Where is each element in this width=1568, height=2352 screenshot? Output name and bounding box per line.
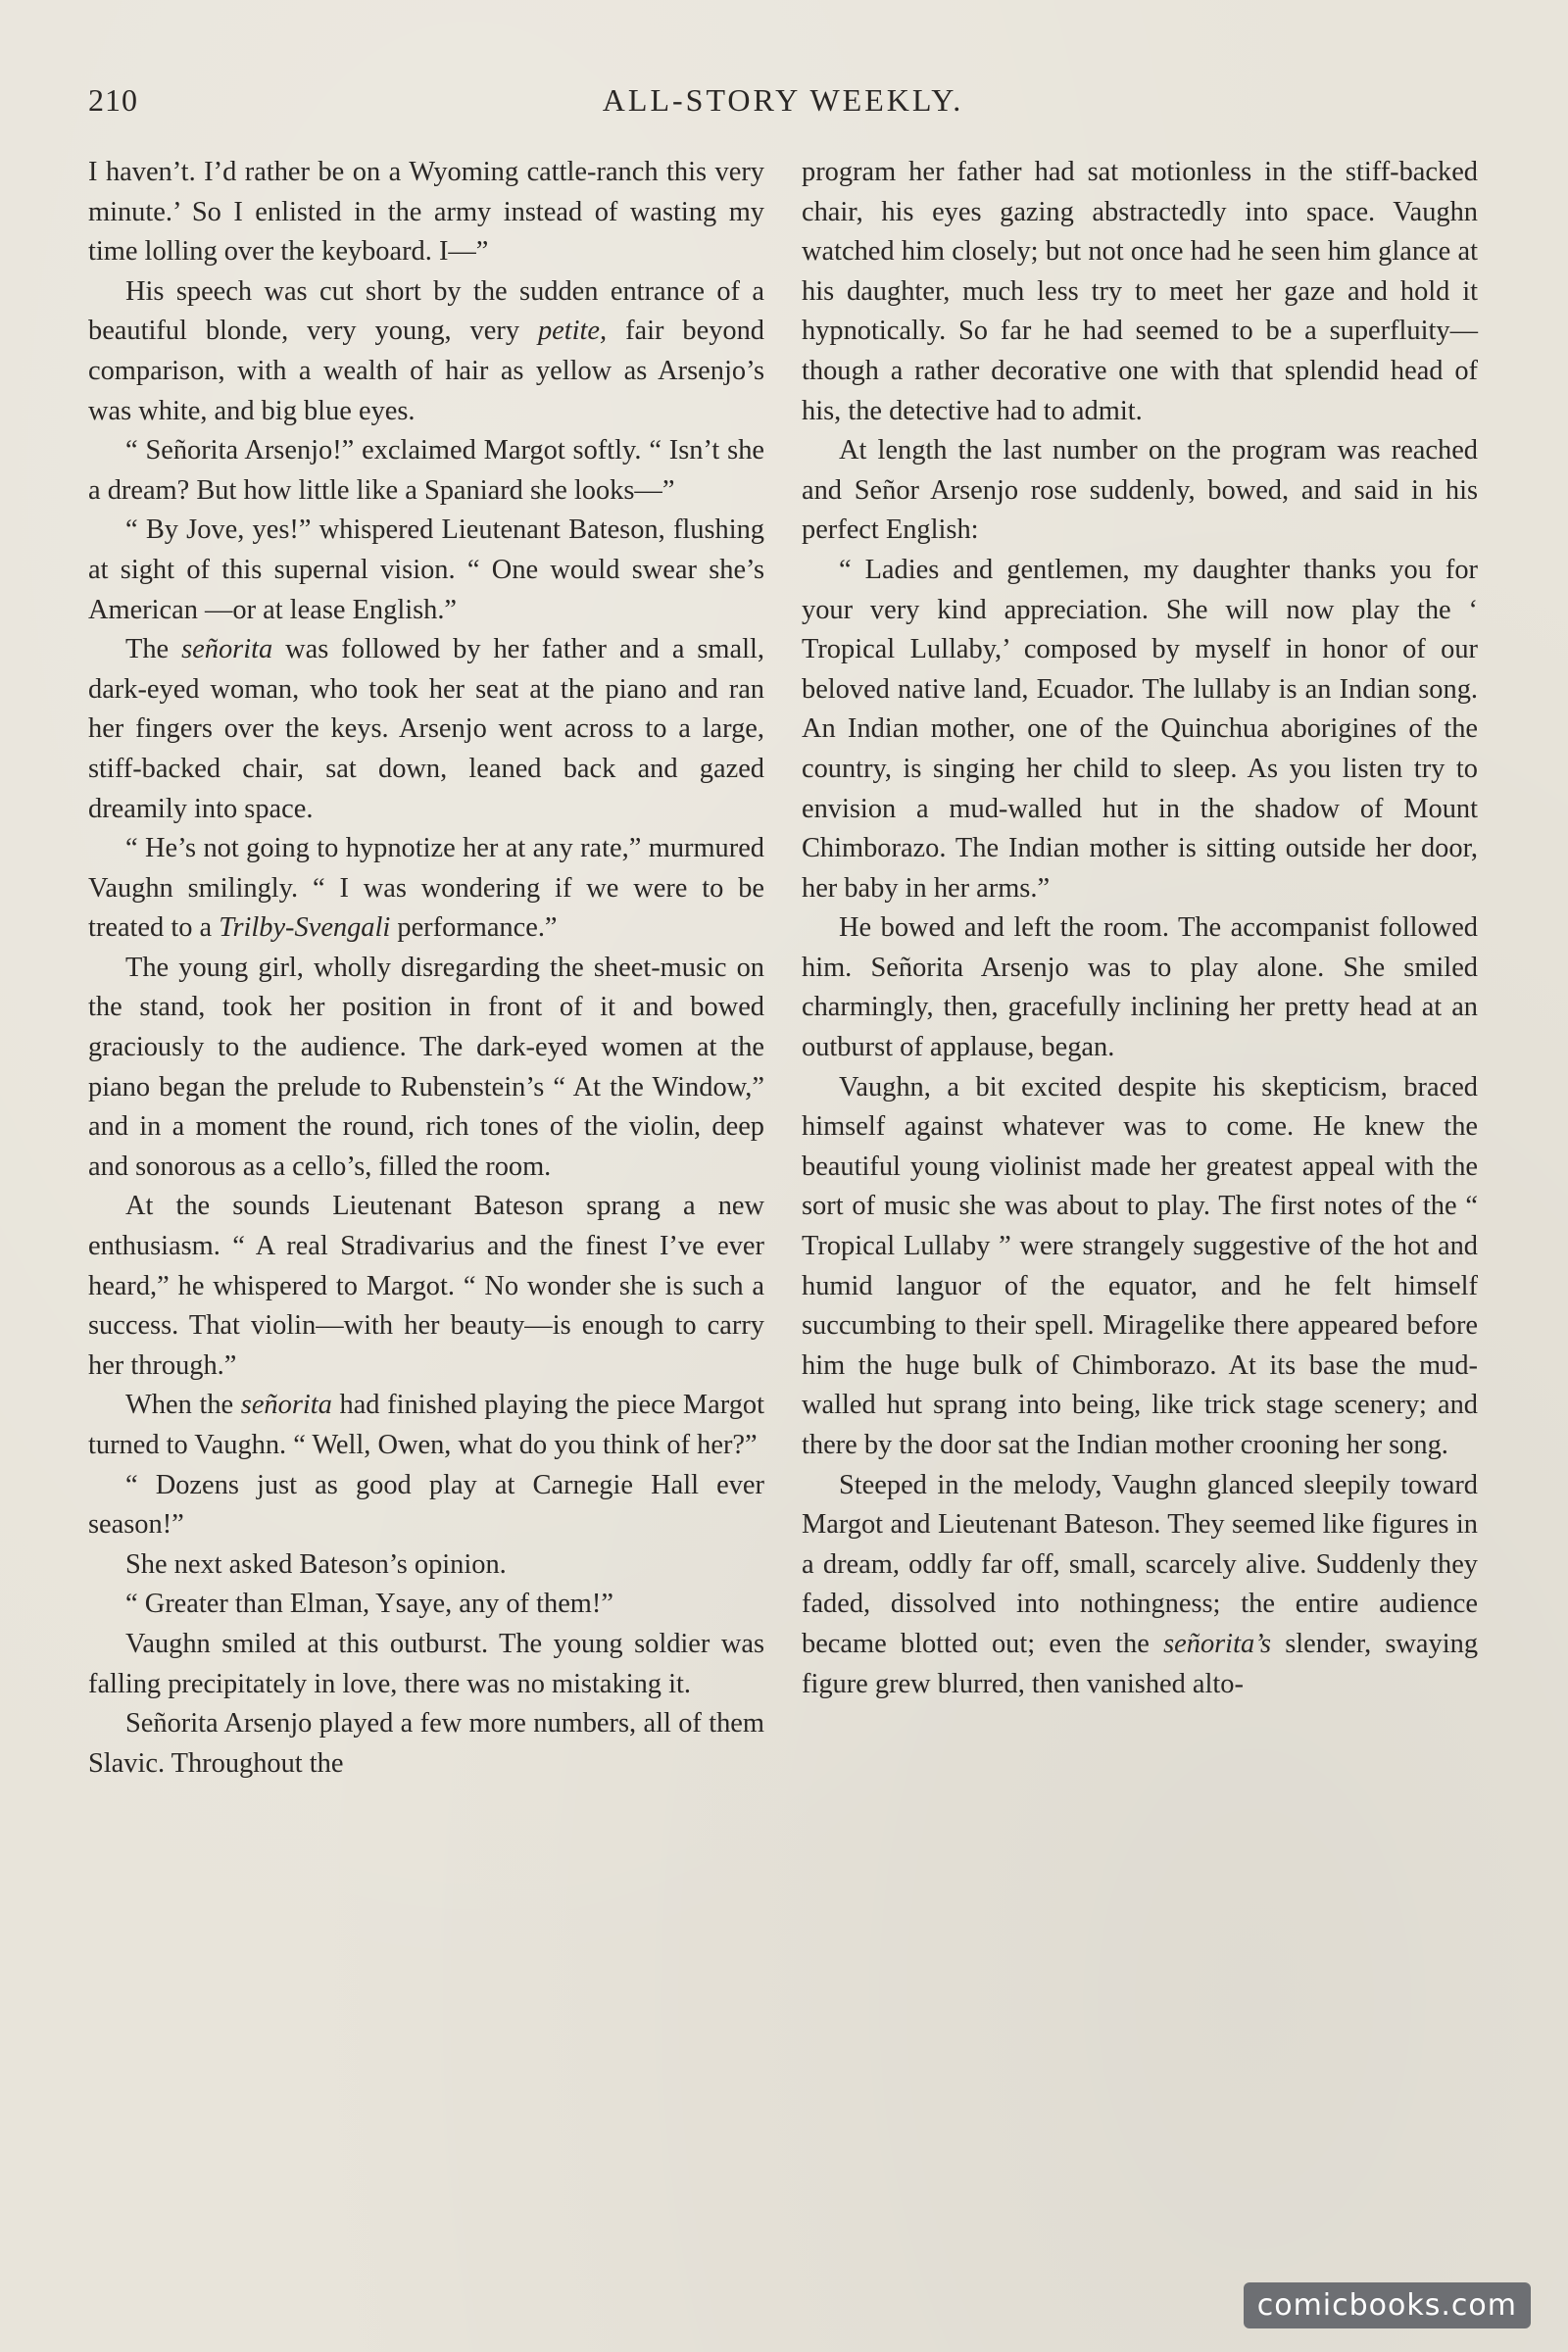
text-run: “ By Jove, yes!” whispered Lieutenant Bateson, flushing at sight of this supernal vision. “ One would swear she’s American —or at lease English.”	[88, 514, 764, 625]
paragraph	[88, 1704, 764, 1784]
paragraph	[88, 1386, 764, 1465]
text-run: The	[125, 634, 182, 665]
right-text-column	[802, 153, 1478, 1704]
page-header	[88, 82, 1478, 122]
text-run: At the sounds Lieutenant Bateson sprang a new enthusiasm. “ A real Stradivarius and the finest I’ve ever heard,” he whispered to Margot. “ No wonder she is such a success. That violin—with her beauty—is enough to carry her through.”	[88, 1191, 764, 1381]
paragraph	[88, 630, 764, 829]
paragraph	[88, 153, 764, 272]
text-run: program her father had sat motionless in the stiff-backed chair, his eyes gazing abstractedly into space. Vaughn watched him closely; but not once had he seen him glance at his daughter, much less try to meet her gaze and hold it hypnotically. So far he had seemed to be a superfluity—though a rather decorative one with that splendid head of his, the detective had to admit.	[802, 157, 1478, 426]
text-run: “ Señorita Arsenjo!” exclaimed Margot softly. “ Isn’t she a dream? But how little like a Spaniard she looks—”	[88, 435, 764, 506]
text-run: When the	[125, 1390, 241, 1421]
paragraph	[802, 153, 1478, 431]
paragraph	[88, 1585, 764, 1625]
paragraph	[88, 431, 764, 511]
italic-text: señorita	[240, 1390, 332, 1421]
text-run: slender, swaying figure grew blurred, then vanished alto-	[802, 1628, 1479, 1699]
paragraph	[88, 949, 764, 1188]
watermark-logo: comicbooks.com	[1244, 2282, 1531, 2328]
text-run: had finished playing the piece Margot turned to Vaughn. “ Well, Owen, what do you think of her?”	[88, 1390, 764, 1460]
paragraph	[802, 1466, 1478, 1705]
paragraph	[88, 1187, 764, 1386]
paragraph	[802, 551, 1478, 908]
paragraph	[88, 1466, 764, 1545]
paragraph	[88, 1625, 764, 1704]
text-run: “ Dozens just as good play at Carnegie Hall ever season!”	[88, 1469, 764, 1541]
text-run: “ Ladies and gentlemen, my daughter thanks you for your very kind appreciation. She will now play the ‘ Tropical Lullaby,’ composed by myself in honor of our beloved native land, Ecuador. The lullaby is an Indian song. An Indian mother, one of the Quinchua aborigines of the country, is singing her child to sleep. As you listen try to envision a mud-walled hut in the shadow of Mount Chimborazo. The Indian mother is sitting outside her door, her baby in her arms.”	[802, 554, 1478, 904]
italic-text: señorita	[181, 634, 273, 665]
page-number: 210	[88, 82, 138, 118]
paragraph	[88, 829, 764, 949]
paragraph	[802, 908, 1478, 1067]
running-title: ALL-STORY WEEKLY.	[602, 82, 964, 118]
paragraph	[88, 511, 764, 630]
text-run: He bowed and left the room. The accompanist followed him. Señorita Arsenjo was to play alone. She smiled charmingly, then, gracefully inclining her pretty head at an outburst of applause, began.	[802, 912, 1478, 1063]
text-run: Señorita Arsenjo played a few more numbers, all of them Slavic. Throughout the	[88, 1708, 764, 1779]
italic-text: petite,	[537, 316, 608, 347]
text-run: I haven’t. I’d rather be on a Wyoming cattle-ranch this very minute.’ So I enlisted in the army instead of wasting my time lolling over the keyboard. I—”	[88, 157, 764, 268]
text-run: At length the last number on the program was reached and Señor Arsenjo rose suddenly, bowed, and said in his perfect English:	[802, 435, 1478, 546]
text-run: “ He’s not going to hypnotize her at any rate,” murmured Vaughn smilingly. “ I was wondering if we were to be treated to a	[88, 833, 764, 944]
text-run: The young girl, wholly disregarding the sheet-music on the stand, took her position in front of it and bowed graciously to the audience. The dark-eyed women at the piano began the prelude to Rubenstein’s “ At the Window,” and in a moment the round, rich tones of the violin, deep and sonorous as a cello’s, filled the room.	[88, 952, 764, 1182]
italic-text: Trilby-Svengali	[219, 912, 391, 944]
text-run: Steeped in the melody, Vaughn glanced sleepily toward Margot and Lieutenant Bateson. They seemed like figures in a dream, oddly far off, small, scarcely alive. Suddenly they faded, dissolved into nothingness; the entire audience became blotted out; even the	[802, 1469, 1478, 1659]
text-run: Vaughn, a bit excited despite his skepticism, braced himself against whatever was to come. He knew the beautiful young violinist made her greatest appeal with the sort of music she was about to play. The first notes of the “ Tropical Lullaby ” were strangely suggestive of the hot and humid languor of the equator, and he felt himself succumbing to their spell. Miragelike there appeared before him the huge bulk of Chimborazo. At its base the mud-walled hut sprang into being, like trick stage scenery; and there by the door sat the Indian mother crooning her song.	[802, 1071, 1478, 1460]
left-text-column	[88, 153, 764, 1784]
text-run: was followed by her father and a small, dark-eyed woman, who took her seat at the piano and ran her fingers over the keys. Arsenjo went across to a large, stiff-backed chair, sat down, leaned back and gazed dreamily into space.	[88, 634, 764, 824]
text-run: Vaughn smiled at this outburst. The young soldier was falling precipitately in love, there was no mistaking it.	[88, 1628, 764, 1699]
text-run: His speech was cut short by the sudden entrance of a beautiful blonde, very young, very	[88, 275, 764, 347]
italic-text: señorita’s	[1163, 1628, 1271, 1659]
text-run: fair beyond comparison, with a wealth of hair as yellow as Arsenjo’s was white, and big blue eyes.	[88, 316, 765, 426]
text-run: She next asked Bateson’s opinion.	[125, 1548, 507, 1580]
text-run: “ Greater than Elman, Ysaye, any of them!”	[125, 1589, 613, 1620]
paragraph	[88, 272, 764, 431]
paragraph	[802, 1068, 1478, 1466]
paragraph	[802, 431, 1478, 551]
paragraph	[88, 1545, 764, 1586]
text-run: performance.”	[390, 912, 558, 944]
